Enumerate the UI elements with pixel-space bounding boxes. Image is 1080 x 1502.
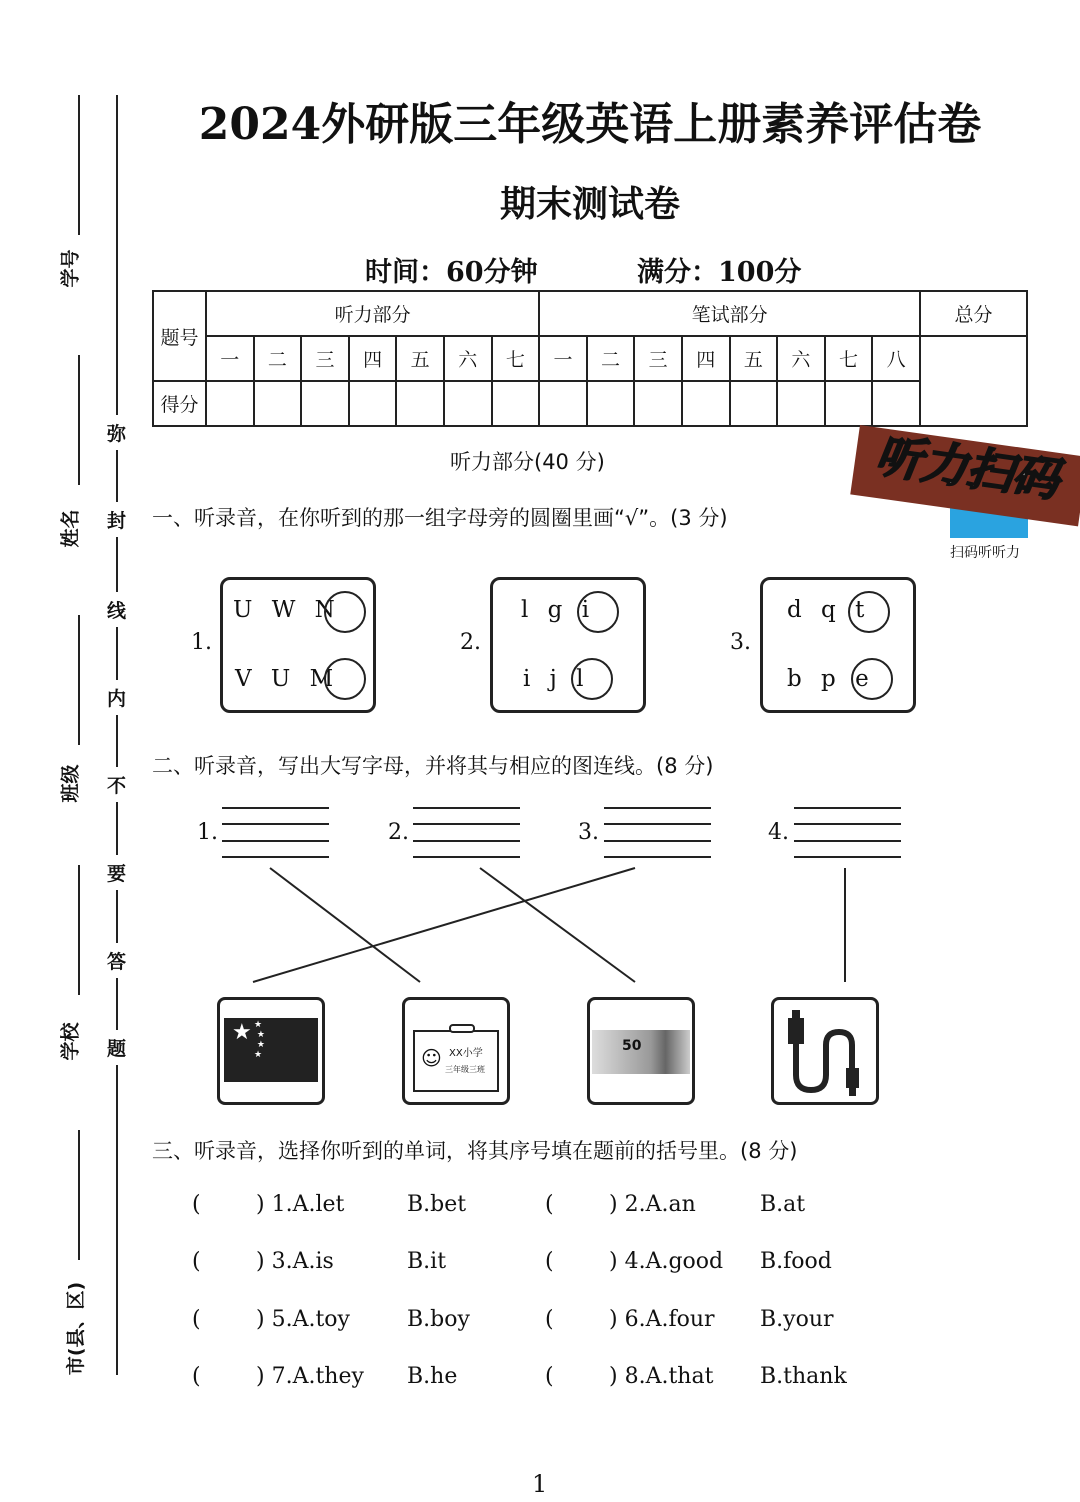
answer-bracket[interactable]: ( <box>545 1192 554 1217</box>
answer-bracket[interactable]: ( <box>545 1249 554 1274</box>
answer-bracket[interactable]: ( <box>192 1307 201 1332</box>
seal-char: 答 <box>107 943 126 978</box>
item-number: 3. <box>578 820 599 845</box>
picture-china-flag <box>217 997 325 1105</box>
usb-cable-icon <box>774 1000 876 1102</box>
answer-bracket[interactable]: ( <box>192 1364 201 1389</box>
option-b: B.at <box>760 1192 806 1217</box>
label-name: 姓名 <box>59 509 82 548</box>
seal-char: 题 <box>107 1030 126 1065</box>
col-label: 八 <box>872 336 920 381</box>
exam-title: 2024外研版三年级英语上册素养评估卷 <box>198 99 982 150</box>
item-number: 1. <box>191 630 212 655</box>
item-number: 3. <box>730 630 751 655</box>
letter-group: i j l <box>523 666 590 692</box>
answer-bracket[interactable]: ( <box>545 1307 554 1332</box>
exam-page: 学号 姓名 班级 学校 市(县、区) 弥 封 线 内 不 要 答 题 2024外研版三年级英语上册素养评估卷 期末测试卷 时间：60分钟 满分：100分 题号 听力部分 笔试部分 总分 一 二 三 四 五 六 七 一 二 三 四 五 六 七 八 得分 听力部分(40 分) 听力扫码 扫码听听力 一、听录音，在你听到的那一组字母旁的圆圈里画“√”。(3 分) 1. U W N V U M 2. l g i i j l 3. d q t b p e 二、听录音，写出大写字母，并将其与相应的图连线。(8 分) 1. 2. 3. 4. ★ ★ ★ ★ ★ ☺ XX小学 三年级三班 50 三、听录音，选择你听到的单词，将其序号填在题前的括号里。(8 分) ( ) 1.A.let B.bet ( ) 2.A.an B.at ( ) 3.A.is B.it ( ) 4.A.good B.food ( ) 5.A.toy B.boy ( ) 6.A.four B.your ( ) 7.A.they B.he ( ) 8.A.that B.thank 1 <box>0 0 1080 1502</box>
answer-bracket[interactable]: ( <box>545 1364 554 1389</box>
stamp-text: 听力扫码 <box>872 428 1063 508</box>
option-a: 6.A.four <box>624 1307 715 1332</box>
letter-group: U W N <box>233 597 341 623</box>
seal-char: 内 <box>107 680 126 715</box>
seal-char: 弥 <box>107 415 126 450</box>
page-number: 1 <box>532 1470 548 1498</box>
listening-section-header: 听力部分(40 分) <box>450 450 605 474</box>
option-b: B.it <box>407 1249 447 1274</box>
writing-header: 笔试部分 <box>539 291 920 336</box>
option-a: 1.A.let <box>271 1192 345 1217</box>
option-a: 8.A.that <box>624 1364 714 1389</box>
match-line <box>270 868 420 982</box>
col-label: 七 <box>825 336 873 381</box>
match-line <box>480 868 635 982</box>
listening-header: 听力部分 <box>206 291 539 336</box>
exam-subtitle: 期末测试卷 <box>499 183 680 225</box>
col-label: 五 <box>730 336 778 381</box>
item-number: 1. <box>197 820 218 845</box>
col-label: 一 <box>206 336 254 381</box>
item-number: 2. <box>460 630 481 655</box>
col-label: 五 <box>396 336 444 381</box>
letter-group: l g i <box>521 597 596 623</box>
col-label: 七 <box>492 336 540 381</box>
seal-char: 线 <box>107 592 126 627</box>
match-line <box>253 868 635 982</box>
label-student-id: 学号 <box>59 249 82 288</box>
option-b: B.he <box>407 1364 458 1389</box>
picture-usb-cable <box>771 997 879 1105</box>
answer-bracket[interactable]: ( <box>192 1249 201 1274</box>
picture-fifty-yuan-note <box>587 997 695 1105</box>
item-number: 4. <box>768 820 789 845</box>
card-class: 三年级三班 <box>445 1065 485 1074</box>
row-label-question: 题号 <box>153 291 206 381</box>
answer-bracket[interactable]: ( <box>192 1192 201 1217</box>
letter-group: V U M <box>235 666 340 692</box>
qr-caption: 扫码听听力 <box>950 545 1020 561</box>
total-header: 总分 <box>920 291 1027 336</box>
col-label: 四 <box>349 336 397 381</box>
card-school: XX小学 <box>449 1048 483 1059</box>
col-label: 六 <box>777 336 825 381</box>
col-label: 二 <box>587 336 635 381</box>
flag-icon: ★ ★ ★ ★ ★ <box>224 1018 318 1082</box>
option-a: 5.A.toy <box>271 1307 350 1332</box>
col-label: 六 <box>444 336 492 381</box>
col-label: 三 <box>301 336 349 381</box>
seal-char: 要 <box>107 855 126 890</box>
option-a: 7.A.they <box>271 1364 364 1389</box>
id-card-icon: ☺ XX小学 三年级三班 <box>413 1030 499 1092</box>
item-number: 2. <box>388 820 409 845</box>
col-label: 一 <box>539 336 587 381</box>
section-2-title: 二、听录音，写出大写字母，并将其与相应的图连线。(8 分) <box>152 754 714 778</box>
option-b: B.bet <box>407 1192 467 1217</box>
seal-char: 不 <box>107 767 126 802</box>
col-label: 四 <box>682 336 730 381</box>
row-label-score: 得分 <box>153 381 206 426</box>
option-b: B.thank <box>760 1364 847 1389</box>
option-a: 4.A.good <box>624 1249 724 1274</box>
col-label: 三 <box>634 336 682 381</box>
option-a: 3.A.is <box>271 1249 334 1274</box>
banknote-icon <box>592 1030 690 1074</box>
option-b: B.food <box>760 1249 832 1274</box>
exam-full-score: 满分：100分 <box>637 257 802 288</box>
option-a: 2.A.an <box>624 1192 696 1217</box>
label-city: 市(县、区) <box>65 1281 88 1376</box>
option-b: B.boy <box>407 1307 470 1332</box>
section-3-title: 三、听录音，选择你听到的单词，将其序号填在题前的括号里。(8 分) <box>152 1139 798 1163</box>
label-class: 班级 <box>59 764 82 803</box>
letter-group: d q t <box>787 597 871 623</box>
label-school: 学校 <box>59 1022 82 1061</box>
col-label: 二 <box>254 336 302 381</box>
letter-group: b p e <box>787 666 875 692</box>
note-value: 50 <box>622 1038 642 1054</box>
section-1-title: 一、听录音，在你听到的那一组字母旁的圆圈里画“√”。(3 分) <box>152 506 728 530</box>
picture-student-id-card <box>402 997 510 1105</box>
option-b: B.your <box>760 1307 834 1332</box>
seal-char: 封 <box>107 502 126 537</box>
exam-time: 时间：60分钟 <box>365 257 538 288</box>
